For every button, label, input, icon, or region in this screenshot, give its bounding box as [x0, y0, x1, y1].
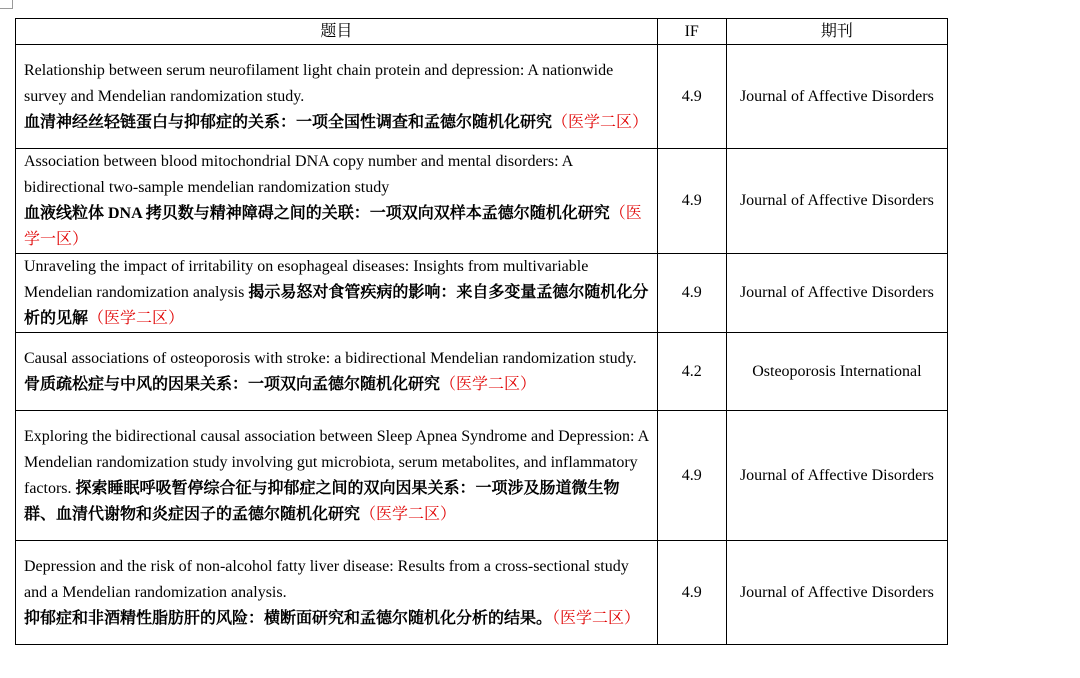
journal-cell: Journal of Affective Disorders [726, 541, 947, 645]
title-english: Causal associations of osteoporosis with stroke: a bidirectional Mendelian randomization study. [24, 349, 637, 367]
title-english: Association between blood mitochondrial DNA copy number and mental disorders: A bidirectional two-sample mendelian randomization study [24, 153, 573, 196]
title-cell [16, 254, 658, 333]
journal-column-header: 期刊 [726, 19, 947, 45]
title-column-header: 题目 [16, 19, 658, 45]
paper-table [15, 18, 948, 645]
table-row [16, 149, 948, 254]
zone-label: （医学二区） [360, 505, 457, 523]
zone-label: （医学二区） [552, 113, 649, 131]
zone-label: （医学二区） [440, 375, 537, 393]
page-corner-mark [0, 0, 13, 9]
zone-label: （医学一区） [24, 205, 642, 248]
impact-factor-cell: 4.9 [657, 411, 726, 541]
title-chinese: 探索睡眠呼吸暂停综合征与抑郁症之间的双向因果关系：一项涉及肠道微生物群、血清代谢物和炎症因子的孟德尔随机化研究 [24, 479, 620, 523]
journal-cell: Journal of Affective Disorders [726, 411, 947, 541]
title-cell [16, 45, 658, 149]
title-chinese: 血清神经丝轻链蛋白与抑郁症的关系：一项全国性调查和孟德尔随机化研究 [24, 113, 553, 131]
table-row [16, 541, 948, 645]
title-cell [16, 541, 658, 645]
journal-cell: Osteoporosis International [726, 333, 947, 411]
title-english: Unraveling the impact of irritability on esophageal diseases: Insights from multivariable Mendelian randomization analysis [24, 258, 589, 301]
journal-cell: Journal of Affective Disorders [726, 45, 947, 149]
table-header-row [16, 19, 948, 45]
journal-cell: Journal of Affective Disorders [726, 254, 947, 333]
table-row [16, 45, 948, 149]
title-cell [16, 333, 658, 411]
title-chinese: 血液线粒体 DNA 拷贝数与精神障碍之间的关联：一项双向双样本孟德尔随机化研究 [24, 205, 610, 222]
impact-factor-cell: 4.2 [657, 333, 726, 411]
impact-factor-cell: 4.9 [657, 541, 726, 645]
zone-label: （医学二区） [88, 310, 185, 327]
zone-label: （医学二区） [552, 609, 641, 627]
title-cell [16, 411, 658, 541]
title-english: Exploring the bidirectional causal association between Sleep Apnea Syndrome and Depression: A Mendelian randomization study involving gut microbiota, serum metabolites, and inflammatory factors. [24, 427, 649, 497]
journal-cell: Journal of Affective Disorders [726, 149, 947, 254]
impact-factor-cell: 4.9 [657, 149, 726, 254]
title-english: Depression and the risk of non-alcohol fatty liver disease: Results from a cross-sectional study and a Mendelian randomization analysis. [24, 557, 629, 601]
title-chinese: 骨质疏松症与中风的因果关系：一项双向孟德尔随机化研究 [24, 375, 441, 393]
table-row [16, 333, 948, 411]
title-chinese: 抑郁症和非酒精性脂肪肝的风险：横断面研究和孟德尔随机化分析的结果。 [24, 609, 553, 627]
table-row [16, 411, 948, 541]
title-chinese: 揭示易怒对食管疾病的影响：来自多变量孟德尔随机化分析的见解 [24, 284, 649, 327]
title-english: Relationship between serum neurofilament light chain protein and depression: A nationwide survey and Mendelian randomization study. [24, 61, 614, 105]
table-row [16, 254, 948, 333]
if-column-header: IF [657, 19, 726, 45]
impact-factor-cell: 4.9 [657, 45, 726, 149]
title-cell [16, 149, 658, 254]
impact-factor-cell: 4.9 [657, 254, 726, 333]
